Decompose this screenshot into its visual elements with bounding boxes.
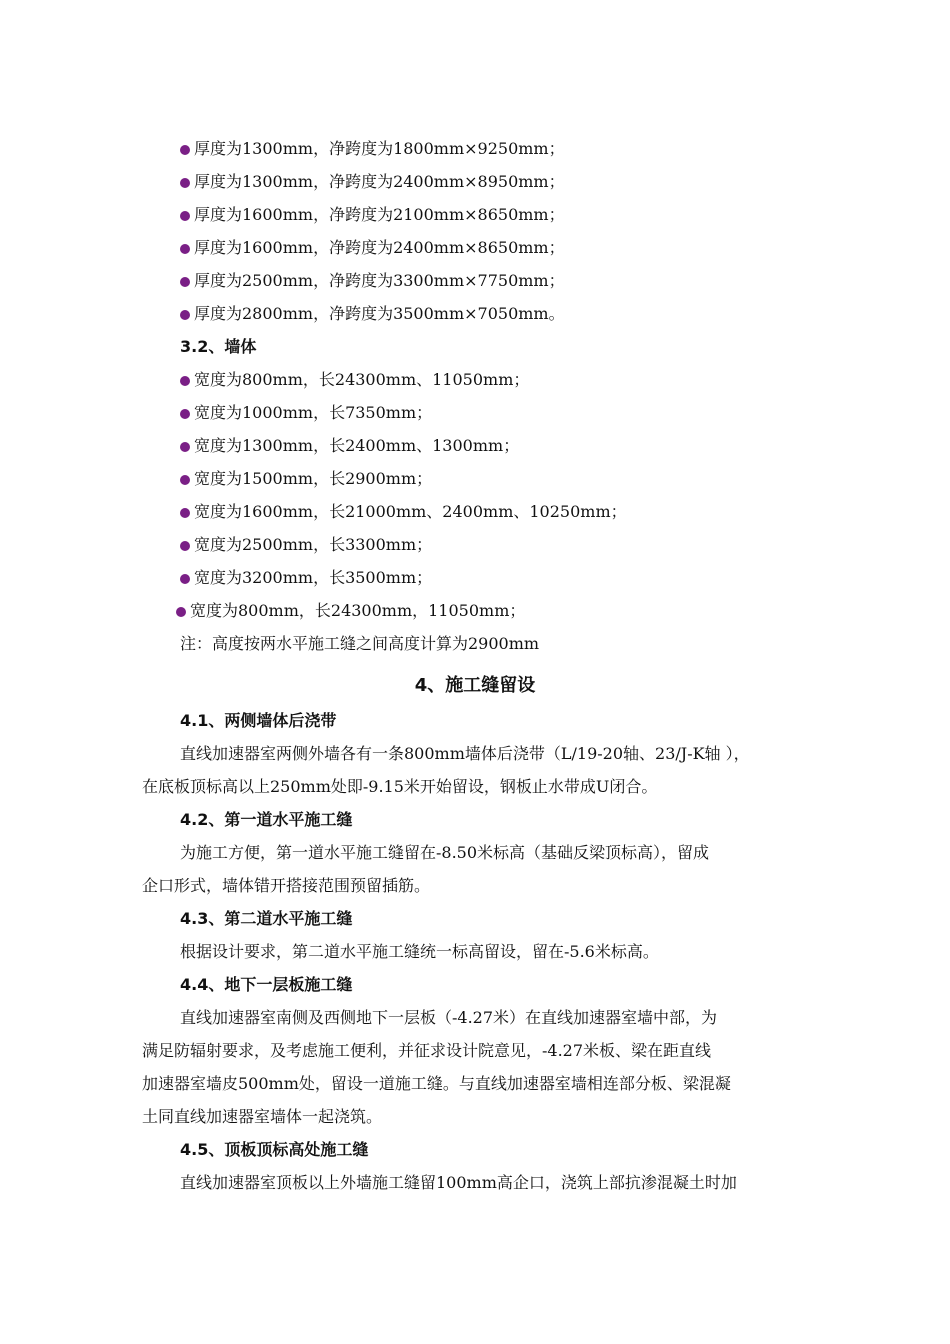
paragraph-line: 为施工方便，第一道水平施工缝留在-8.50米标高（基础反梁顶标高），留成 xyxy=(180,843,710,862)
section-4-5-title: 4.5、顶板顶标高处施工缝 xyxy=(180,1140,369,1159)
wall-item: 宽度为800mm，长24300mm，11050mm； xyxy=(176,600,525,622)
slab-item: 厚度为1300mm，净跨度为2400mm×8950mm； xyxy=(180,171,565,193)
paragraph-line: 满足防辐射要求，及考虑施工便利，并征求设计院意见，-4.27米板、梁在距直线 xyxy=(142,1041,712,1060)
paragraph-line: 根据设计要求，第二道水平施工缝统一标高留设，留在-5.6米标高。 xyxy=(180,942,659,961)
bullet-icon xyxy=(176,607,186,617)
slab-item: 厚度为2500mm，净跨度为3300mm×7750mm； xyxy=(180,270,565,292)
bullet-icon xyxy=(180,277,190,287)
paragraph-line: 直线加速器室两侧外墙各有一条800mm墙体后浇带（L/19-20轴、23/J-K轴 ）， xyxy=(180,744,750,763)
section-4-2-title: 4.2、第一道水平施工缝 xyxy=(180,810,353,829)
bullet-icon xyxy=(180,244,190,254)
slab-item: 厚度为1300mm，净跨度为1800mm×9250mm； xyxy=(180,138,565,160)
section-4-4-title: 4.4、地下一层板施工缝 xyxy=(180,975,353,994)
slab-item: 厚度为1600mm，净跨度为2400mm×8650mm； xyxy=(180,237,565,259)
bullet-icon xyxy=(180,508,190,518)
section-4-title: 4、施工缝留设 xyxy=(414,675,536,696)
wall-item: 宽度为1600mm，长21000mm、2400mm、10250mm； xyxy=(180,501,627,523)
slab-item: 厚度为2800mm，净跨度为3500mm×7050mm。 xyxy=(180,303,565,325)
wall-item: 宽度为3200mm，长3500mm； xyxy=(180,567,432,589)
bullet-icon xyxy=(180,178,190,188)
paragraph-line: 企口形式，墙体错开搭接范围预留插筋。 xyxy=(142,876,431,895)
bullet-icon xyxy=(180,541,190,551)
section-3-2-title: 3.2、墙体 xyxy=(180,337,257,356)
section-4-3-title: 4.3、第二道水平施工缝 xyxy=(180,909,353,928)
bullet-icon xyxy=(180,310,190,320)
bullet-icon xyxy=(180,442,190,452)
wall-item: 宽度为1500mm，长2900mm； xyxy=(180,468,432,490)
bullet-icon xyxy=(180,145,190,155)
section-4-1-title: 4.1、两侧墙体后浇带 xyxy=(180,711,337,730)
paragraph-line: 直线加速器室南侧及西侧地下一层板（-4.27米）在直线加速器室墙中部，为 xyxy=(180,1008,718,1027)
bullet-icon xyxy=(180,574,190,584)
height-note: 注：高度按两水平施工缝之间高度计算为2900mm xyxy=(180,634,540,653)
paragraph-line: 土同直线加速器室墙体一起浇筑。 xyxy=(142,1107,383,1126)
wall-item: 宽度为1300mm，长2400mm、1300mm； xyxy=(180,435,519,457)
paragraph-line: 直线加速器室顶板以上外墙施工缝留100mm高企口，浇筑上部抗渗混凝土时加 xyxy=(180,1173,737,1192)
wall-item: 宽度为1000mm，长7350mm； xyxy=(180,402,432,424)
bullet-icon xyxy=(180,211,190,221)
paragraph-line: 加速器室墙皮500mm处，留设一道施工缝。与直线加速器室墙相连部分板、梁混凝 xyxy=(142,1074,731,1093)
bullet-icon xyxy=(180,409,190,419)
wall-item: 宽度为800mm，长24300mm、11050mm； xyxy=(180,369,529,391)
wall-item: 宽度为2500mm，长3300mm； xyxy=(180,534,432,556)
paragraph-line: 在底板顶标高以上250mm处即-9.15米开始留设，钢板止水带成U闭合。 xyxy=(142,777,658,796)
slab-item: 厚度为1600mm，净跨度为2100mm×8650mm； xyxy=(180,204,565,226)
bullet-icon xyxy=(180,475,190,485)
bullet-icon xyxy=(180,376,190,386)
